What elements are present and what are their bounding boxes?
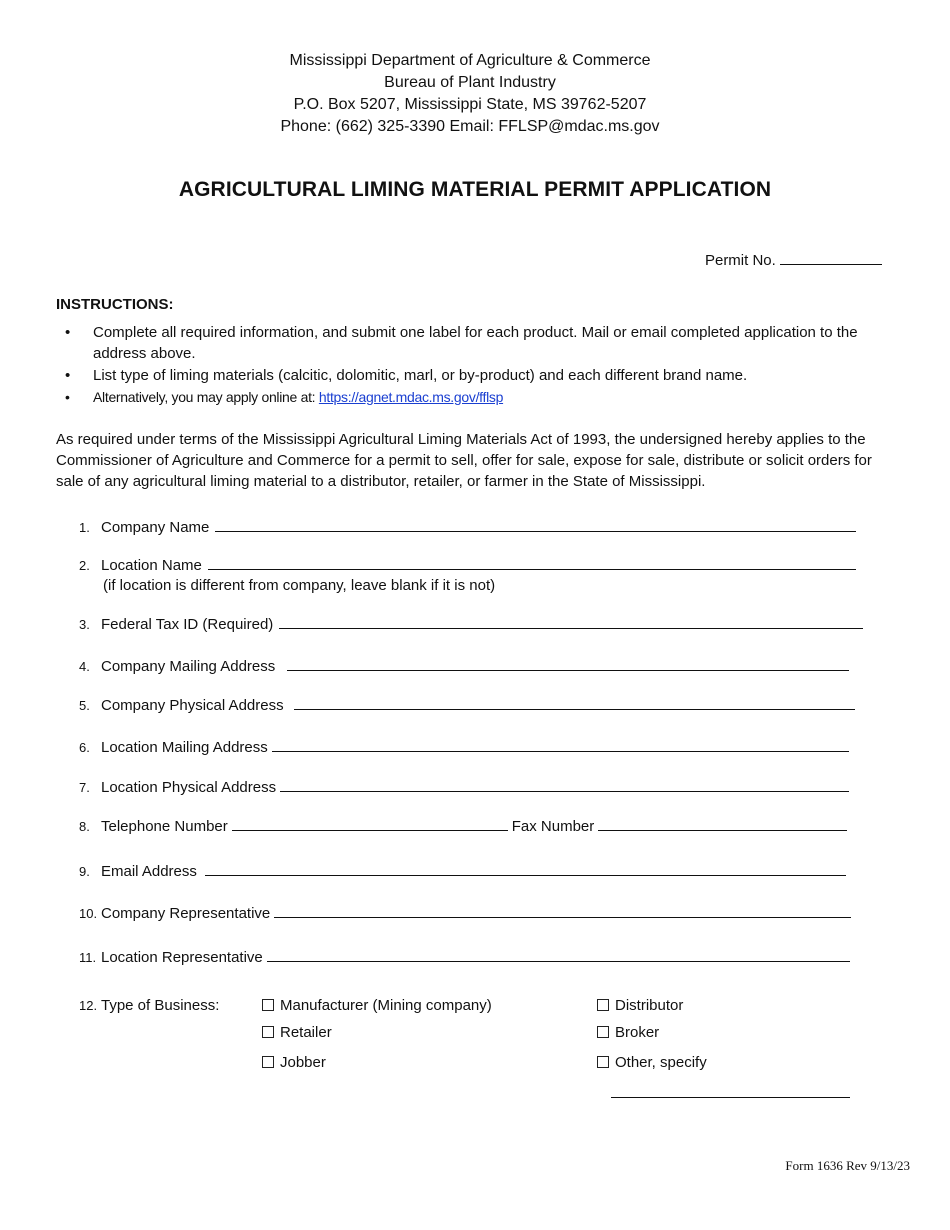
instruction-item: • Alternatively, you may apply online at: https://agnet.mdac.ms.gov/fflsp <box>56 387 896 408</box>
option-manufacturer[interactable]: Manufacturer (Mining company) <box>262 997 492 1014</box>
instruction-item: • List type of liming materials (calcitic, dolomitic, marl, or by-product) and each different brand name. <box>65 367 748 384</box>
field-company-name: 1. Company Name <box>79 518 856 536</box>
checkbox-icon[interactable] <box>262 999 274 1011</box>
bullet-icon: • <box>65 389 70 405</box>
permit-number-input[interactable] <box>780 251 882 265</box>
online-application-link[interactable]: https://agnet.mdac.ms.gov/fflsp <box>318 389 504 405</box>
location-representative-label: Location Representative <box>101 949 263 966</box>
checkbox-icon[interactable] <box>262 1056 274 1068</box>
company-representative-input[interactable] <box>274 904 851 918</box>
location-representative-input[interactable] <box>267 948 850 962</box>
form-revision: Form 1636 Rev 9/13/23 <box>785 1158 910 1173</box>
location-mailing-address-input[interactable] <box>272 738 849 752</box>
company-physical-address-label: Company Physical Address <box>101 697 284 714</box>
field-location-representative: 11. Location Representative <box>79 948 850 966</box>
checkbox-icon[interactable] <box>262 1026 274 1038</box>
mailing-address: P.O. Box 5207, Mississippi State, MS 39762-5207 <box>293 96 647 113</box>
option-other[interactable]: Other, specify <box>597 1054 707 1071</box>
field-location-physical-address: 7. Location Physical Address <box>79 778 849 796</box>
option-jobber[interactable]: Jobber <box>262 1054 326 1071</box>
company-name-input[interactable] <box>215 518 856 532</box>
checkbox-icon[interactable] <box>597 999 609 1011</box>
company-name-label: Company Name <box>101 519 210 536</box>
federal-tax-id-input[interactable] <box>279 615 863 629</box>
option-retailer[interactable]: Retailer <box>262 1024 332 1041</box>
location-name-label: Location Name <box>101 557 202 574</box>
bullet-icon: • <box>65 324 71 341</box>
company-mailing-address-label: Company Mailing Address <box>101 658 276 675</box>
instruction-item: • Complete all required information, and submit one label for each product. Mail or email completed application to the address above. <box>65 324 858 362</box>
checkbox-icon[interactable] <box>597 1056 609 1068</box>
location-physical-address-label: Location Physical Address <box>101 779 277 796</box>
field-email-address: 9. Email Address <box>79 862 846 880</box>
permit-number <box>705 251 882 269</box>
company-representative-label: Company Representative <box>101 905 271 922</box>
type-of-business-label: 12. Type of Business: <box>79 997 220 1014</box>
contact-info: Phone: (662) 325-3390 Email: FFLSP@mdac.ms.gov <box>280 118 660 135</box>
field-federal-tax-id: 3. Federal Tax ID (Required) <box>79 615 863 633</box>
field-location-mailing-address: 6. Location Mailing Address <box>79 738 849 756</box>
instructions-list <box>56 322 896 409</box>
fax-number-input[interactable] <box>598 817 847 831</box>
field-company-mailing-address: 4. Company Mailing Address <box>79 657 849 675</box>
fax-number-label: Fax Number <box>511 818 595 835</box>
company-mailing-address-input[interactable] <box>287 657 849 671</box>
agency-header <box>0 50 940 138</box>
telephone-number-input[interactable] <box>232 817 508 831</box>
location-name-input[interactable] <box>208 556 856 570</box>
field-location-name: 2. Location Name <box>79 556 856 574</box>
permit-label: Permit No. <box>704 252 776 269</box>
field-company-representative: 10. Company Representative <box>79 904 851 922</box>
location-physical-address-input[interactable] <box>280 778 849 792</box>
email-address-label: Email Address <box>101 863 197 880</box>
location-name-note: (if location is different from company, leave blank if it is not) <box>103 577 496 594</box>
form-title: AGRICULTURAL LIMING MATERIAL PERMIT APPLICATION <box>178 178 772 201</box>
bureau-name: Bureau of Plant Industry <box>384 74 556 91</box>
telephone-number-label: Telephone Number <box>101 818 228 835</box>
checkbox-icon[interactable] <box>597 1026 609 1038</box>
department-name: Mississippi Department of Agriculture & Commerce <box>289 52 651 69</box>
bullet-icon: • <box>65 367 71 384</box>
instructions-heading: INSTRUCTIONS: <box>56 296 174 313</box>
location-mailing-address-label: Location Mailing Address <box>101 739 268 756</box>
option-broker[interactable]: Broker <box>597 1024 659 1041</box>
federal-tax-id-label: Federal Tax ID (Required) <box>101 616 274 633</box>
field-telephone-fax: 8. Telephone Number Fax Number <box>79 817 847 835</box>
legal-paragraph: As required under terms of the Mississippi Agricultural Liming Materials Act of 1993, the undersigned hereby applies to the Commissioner of Agriculture and Commerce for a permit to sell, offer for sale, expose for sale, distribute or solicit orders for sale of any agricultural liming material to a distributor, retailer, or farmer in the State of Mississippi. <box>56 431 872 490</box>
company-physical-address-input[interactable] <box>294 696 855 710</box>
option-distributor[interactable]: Distributor <box>597 997 683 1014</box>
email-address-input[interactable] <box>205 862 846 876</box>
other-specify-input[interactable] <box>611 1097 850 1098</box>
field-company-physical-address: 5. Company Physical Address <box>79 696 855 714</box>
